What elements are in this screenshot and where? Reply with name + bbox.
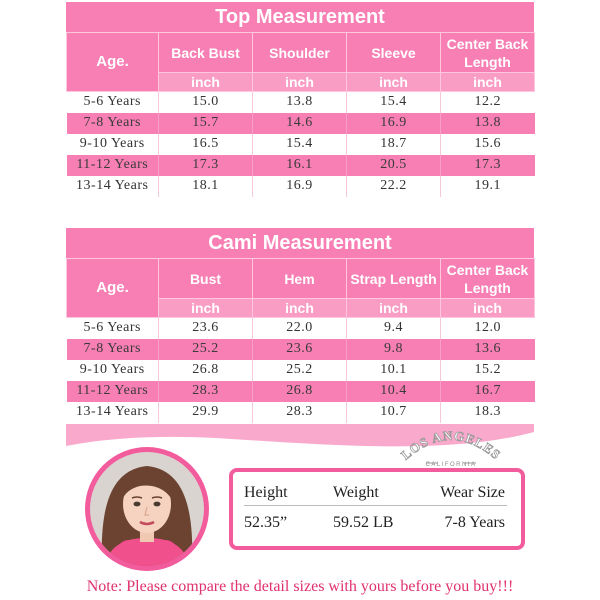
column-header-strap-length: Strap Length	[347, 259, 441, 299]
age-cell: 5-6 Years	[83, 320, 141, 336]
age-cell: 13-14 Years	[76, 178, 149, 193]
column-header-center-back-length: Center Back Length	[441, 259, 535, 299]
value-cell: 22.0	[253, 318, 347, 339]
model-info-box	[229, 468, 525, 550]
age-cell: 11-12 Years	[67, 381, 159, 402]
value-cell: 16.9	[347, 113, 441, 134]
logo-line1: LOS ANGELES	[398, 427, 505, 463]
value-cell: 20.5	[347, 155, 441, 176]
logo-line2: CALIFORNIA	[425, 462, 477, 468]
value-cell: 12.2	[441, 92, 535, 113]
column-header-back-bust: Back Bust	[159, 33, 253, 73]
table-row	[67, 113, 535, 134]
value-cell: 10.1	[347, 360, 441, 381]
value-cell: 15.6	[441, 134, 535, 155]
column-header-shoulder: Shoulder	[253, 33, 347, 73]
value-cell: 15.7	[159, 113, 253, 134]
age-cell: 13-14 Years	[76, 404, 149, 419]
value-cell: 15.4	[347, 92, 441, 113]
cami-size-table	[66, 258, 535, 423]
value-cell: 17.3	[441, 155, 535, 176]
value-cell: 26.8	[159, 360, 253, 381]
value-cell: 10.4	[347, 381, 441, 402]
top-measurement-section	[66, 2, 534, 197]
age-cell: 11-12 Years	[67, 155, 159, 176]
value-cell: 18.7	[347, 134, 441, 155]
wear-size-value: 7-8 Years	[444, 514, 505, 531]
table-row	[67, 339, 535, 360]
value-cell: 22.2	[347, 176, 441, 197]
value-cell: 15.4	[253, 134, 347, 155]
value-cell: 13.6	[441, 339, 535, 360]
value-cell: 29.9	[159, 402, 253, 423]
table-row	[67, 381, 535, 402]
table-row	[67, 92, 535, 113]
value-cell: 16.9	[253, 176, 347, 197]
value-cell: 15.2	[441, 360, 535, 381]
value-cell: 25.2	[253, 360, 347, 381]
column-header-bust: Bust	[159, 259, 253, 299]
unit-label: inch	[159, 73, 253, 92]
value-cell: 18.1	[159, 176, 253, 197]
model-photo	[85, 447, 209, 571]
value-cell: 13.8	[253, 92, 347, 113]
table-row	[67, 360, 535, 381]
table-row	[67, 318, 535, 339]
value-cell: 25.2	[159, 339, 253, 360]
size-note: Note: Please compare the detail sizes with yours before you buy!!!	[86, 578, 514, 595]
svg-text:LOS ANGELES	[398, 428, 504, 463]
age-cell: 7-8 Years	[67, 113, 159, 134]
cami-measurement-section	[66, 228, 534, 423]
cami-measurement-title: Cami Measurement	[66, 228, 534, 258]
girl-portrait-icon	[90, 452, 204, 566]
age-header: Age.	[67, 33, 159, 92]
value-cell: 18.3	[441, 402, 535, 423]
age-cell: 9-10 Years	[79, 136, 145, 151]
unit-label: inch	[253, 299, 347, 318]
table-row	[67, 176, 535, 197]
age-cell: 7-8 Years	[67, 339, 159, 360]
value-cell: 19.1	[441, 176, 535, 197]
unit-label: inch	[253, 73, 347, 92]
value-cell: 10.7	[347, 402, 441, 423]
value-cell: 23.6	[253, 339, 347, 360]
value-cell: 23.6	[159, 318, 253, 339]
unit-label: inch	[159, 299, 253, 318]
value-cell: 16.1	[253, 155, 347, 176]
value-cell: 12.0	[441, 318, 535, 339]
value-cell: 26.8	[253, 381, 347, 402]
wear-size-label: Wear Size	[440, 484, 505, 501]
value-cell: 16.5	[159, 134, 253, 155]
value-cell: 13.8	[441, 113, 535, 134]
unit-label: inch	[441, 299, 535, 318]
value-cell: 9.4	[347, 318, 441, 339]
value-cell: 15.0	[159, 92, 253, 113]
table-row	[67, 134, 535, 155]
weight-label: Weight	[333, 484, 379, 501]
column-header-hem: Hem	[253, 259, 347, 299]
age-cell: 9-10 Years	[79, 362, 145, 377]
age-cell: 5-6 Years	[83, 94, 141, 110]
unit-label: inch	[347, 299, 441, 318]
height-label: Height	[244, 484, 288, 501]
value-cell: 17.3	[159, 155, 253, 176]
height-value: 52.35”	[244, 514, 288, 531]
column-header-sleeve: Sleeve	[347, 33, 441, 73]
divider	[244, 505, 507, 506]
value-cell: 14.6	[253, 113, 347, 134]
table-row	[67, 155, 535, 176]
unit-label: inch	[347, 73, 441, 92]
value-cell: 16.7	[441, 381, 535, 402]
weight-value: 59.52 LB	[333, 514, 394, 531]
value-cell: 9.8	[347, 339, 441, 360]
value-cell: 28.3	[159, 381, 253, 402]
value-cell: 28.3	[253, 402, 347, 423]
los-angeles-badge-icon	[396, 420, 506, 472]
unit-label: inch	[441, 73, 535, 92]
age-header: Age.	[67, 259, 159, 318]
top-measurement-title: Top Measurement	[66, 2, 534, 32]
top-size-table	[66, 32, 535, 197]
column-header-center-back-length: Center Back Length	[441, 33, 535, 73]
